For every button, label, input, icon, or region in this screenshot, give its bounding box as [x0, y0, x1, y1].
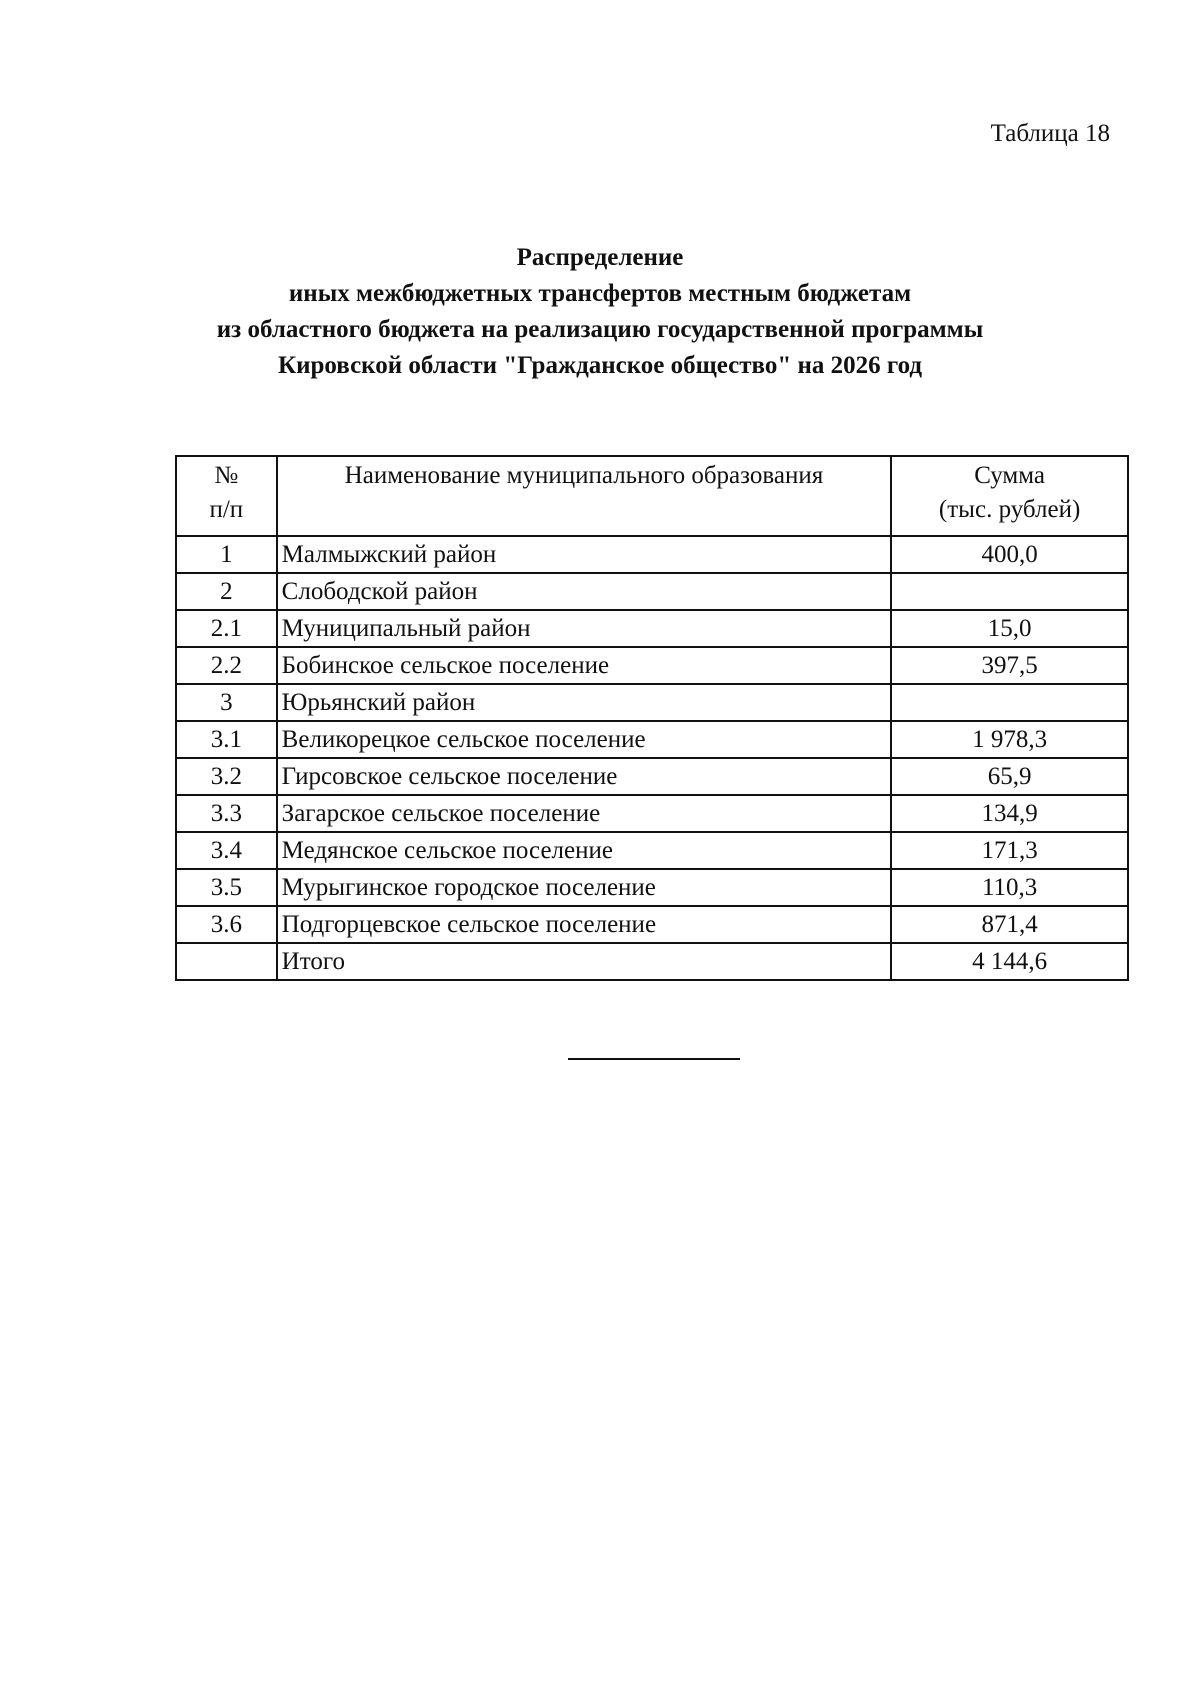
- row-number: 3.1: [176, 721, 277, 758]
- row-name: Мурыгинское городское поселение: [277, 869, 892, 906]
- row-amount: 397,5: [891, 647, 1128, 684]
- table-row: [176, 610, 1128, 647]
- row-name: Загарское сельское поселение: [277, 795, 892, 832]
- title-line-4: Кировской области "Гражданское общество" на 2026 год: [277, 352, 923, 379]
- title-line-2: иных межбюджетных трансфертов местным бюджетам: [288, 280, 912, 307]
- row-number: 3.2: [176, 758, 277, 795]
- row-number: 1: [176, 536, 277, 573]
- distribution-table: [175, 455, 1129, 981]
- header-number-line1: №: [214, 462, 239, 489]
- table-row: [176, 536, 1128, 573]
- total-number: [176, 943, 277, 980]
- row-name: Малмыжский район: [277, 536, 892, 573]
- header-amount: [891, 456, 1128, 536]
- row-number: 3.4: [176, 832, 277, 869]
- title-line-1: Распределение: [516, 244, 684, 271]
- row-amount: 65,9: [891, 758, 1128, 795]
- table-row: [176, 721, 1128, 758]
- header-name: Наименование муниципального образования: [277, 456, 892, 536]
- row-amount: 15,0: [891, 610, 1128, 647]
- row-amount: 134,9: [891, 795, 1128, 832]
- row-amount: 110,3: [891, 869, 1128, 906]
- row-name: Подгорцевское сельское поселение: [277, 906, 892, 943]
- table-row: [176, 906, 1128, 943]
- row-amount: 171,3: [891, 832, 1128, 869]
- row-amount: 1 978,3: [891, 721, 1128, 758]
- row-number: 2.2: [176, 647, 277, 684]
- row-amount: [891, 684, 1128, 721]
- table-row: [176, 684, 1128, 721]
- row-name: Великорецкое сельское поселение: [277, 721, 892, 758]
- row-name: Медянское сельское поселение: [277, 832, 892, 869]
- title-line-3: из областного бюджета на реализацию государственной программы: [216, 316, 984, 343]
- row-number: 2: [176, 573, 277, 610]
- total-amount: 4 144,6: [891, 943, 1128, 980]
- total-label: Итого: [277, 943, 892, 980]
- row-number: 3.6: [176, 906, 277, 943]
- header-amount-line1: Сумма: [974, 462, 1045, 489]
- row-name: Слободской район: [277, 573, 892, 610]
- header-number-line2: п/п: [209, 496, 244, 523]
- row-amount: [891, 573, 1128, 610]
- row-number: 3.3: [176, 795, 277, 832]
- row-number: 2.1: [176, 610, 277, 647]
- header-amount-line2: (тыс. рублей): [938, 496, 1081, 523]
- document-title: [0, 240, 1200, 384]
- closing-divider-line: [568, 1058, 740, 1060]
- row-name: Юрьянский район: [277, 684, 892, 721]
- row-number: 3: [176, 684, 277, 721]
- row-name: Муниципальный район: [277, 610, 892, 647]
- row-name: Бобинское сельское поселение: [277, 647, 892, 684]
- table-number-label: Таблица 18: [990, 120, 1110, 147]
- table-row: [176, 758, 1128, 795]
- table-header-row: [176, 456, 1128, 536]
- header-number: [176, 456, 277, 536]
- row-amount: 871,4: [891, 906, 1128, 943]
- table-row: [176, 647, 1128, 684]
- table-row: [176, 573, 1128, 610]
- table-row: [176, 869, 1128, 906]
- table-total-row: [176, 943, 1128, 980]
- row-number: 3.5: [176, 869, 277, 906]
- table-row: [176, 795, 1128, 832]
- table-row: [176, 832, 1128, 869]
- row-amount: 400,0: [891, 536, 1128, 573]
- row-name: Гирсовское сельское поселение: [277, 758, 892, 795]
